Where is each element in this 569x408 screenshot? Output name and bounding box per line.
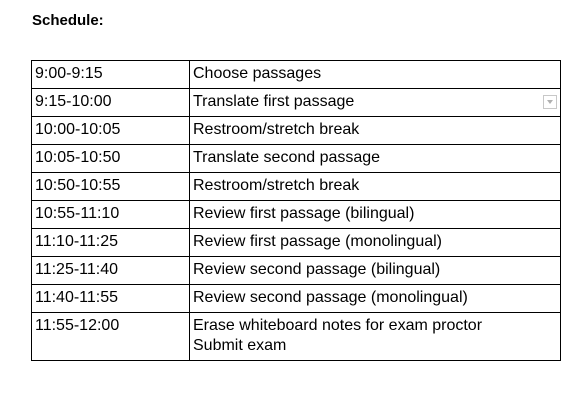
time-cell[interactable]: 11:10-11:25 [32, 229, 190, 257]
activity-text: Translate first passage [193, 93, 355, 110]
activity-cell[interactable] [190, 313, 561, 361]
activity-text: Review first passage (monolingual) [193, 233, 442, 250]
schedule-row [32, 257, 561, 285]
schedule-row [32, 173, 561, 201]
schedule-row [32, 61, 561, 89]
activity-cell[interactable] [190, 257, 561, 285]
time-cell[interactable]: 10:05-10:50 [32, 145, 190, 173]
schedule-row [32, 89, 561, 117]
activity-text: Review first passage (bilingual) [193, 205, 415, 222]
time-cell[interactable]: 10:50-10:55 [32, 173, 190, 201]
activity-text: Choose passages [193, 65, 322, 82]
activity-text: Restroom/stretch break [193, 121, 360, 138]
time-cell[interactable]: 9:00-9:15 [32, 61, 190, 89]
activity-text: Review second passage (bilingual) [193, 261, 441, 278]
activity-cell[interactable] [190, 229, 561, 257]
time-cell[interactable]: 11:40-11:55 [32, 285, 190, 313]
activity-cell[interactable] [190, 285, 561, 313]
schedule-row [32, 285, 561, 313]
schedule-heading: Schedule: [32, 12, 104, 29]
schedule-row [32, 145, 561, 173]
activity-text: Translate second passage [193, 149, 381, 166]
activity-cell[interactable] [190, 117, 561, 145]
schedule-row [32, 313, 561, 361]
activity-text: Submit exam [193, 337, 287, 354]
schedule-table-body [32, 61, 561, 361]
time-cell[interactable]: 11:55-12:00 [32, 313, 190, 361]
activity-cell[interactable] [190, 173, 561, 201]
time-cell[interactable]: 11:25-11:40 [32, 257, 190, 285]
activity-cell[interactable] [190, 201, 561, 229]
schedule-row [32, 229, 561, 257]
activity-text: Restroom/stretch break [193, 177, 360, 194]
activity-cell[interactable] [190, 61, 561, 89]
time-cell[interactable]: 10:00-10:05 [32, 117, 190, 145]
time-cell[interactable]: 10:55-11:10 [32, 201, 190, 229]
activity-text: Review second passage (monolingual) [193, 289, 468, 306]
time-cell[interactable]: 9:15-10:00 [32, 89, 190, 117]
schedule-row [32, 117, 561, 145]
activity-text: Erase whiteboard notes for exam proctor [193, 317, 483, 334]
activity-cell[interactable] [190, 145, 561, 173]
schedule-table [31, 60, 561, 361]
schedule-row [32, 201, 561, 229]
dropdown-arrow-icon[interactable] [543, 95, 557, 109]
activity-cell[interactable] [190, 89, 561, 117]
